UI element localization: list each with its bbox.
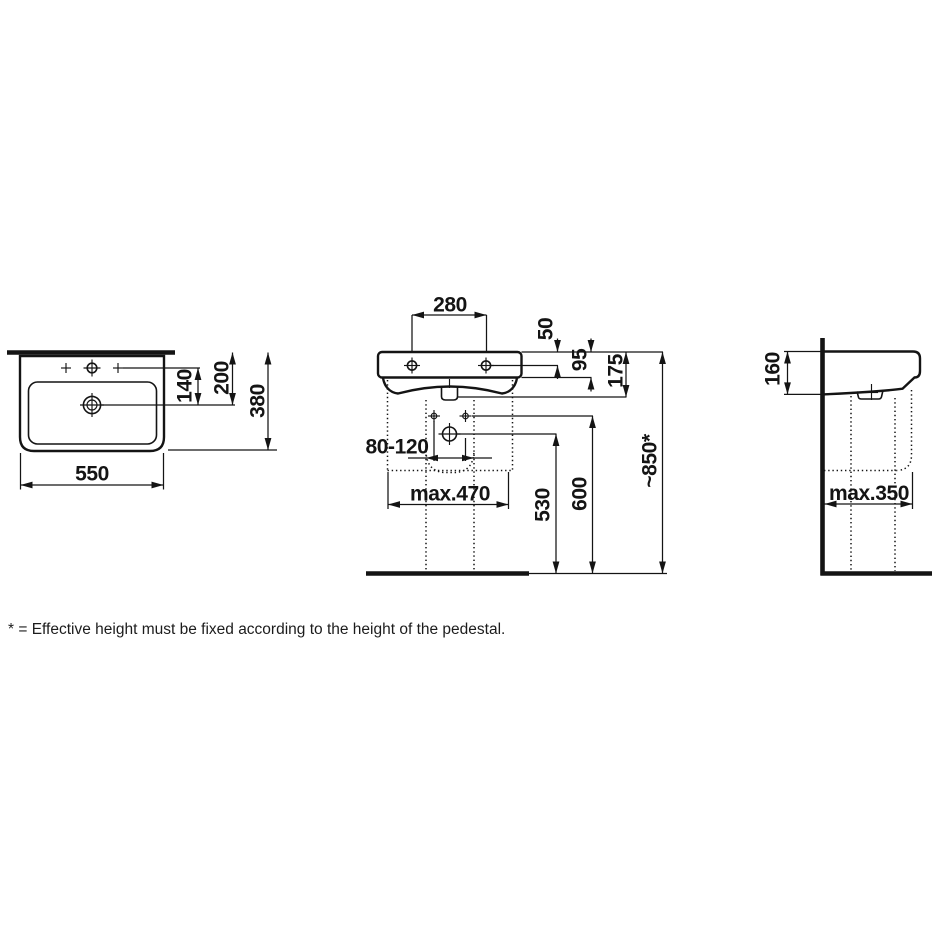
side-view bbox=[762, 338, 933, 576]
front-view-dimension-lines bbox=[388, 315, 663, 574]
dimension-label-200: 200 bbox=[210, 361, 234, 395]
dimension-label-max470: max.470 bbox=[409, 482, 491, 506]
drain-symbol bbox=[80, 393, 104, 417]
dimension-label-550: 550 bbox=[75, 462, 109, 486]
lower-fixing-point-left bbox=[428, 410, 440, 422]
top-view-dimension-lines bbox=[21, 353, 278, 490]
top-view bbox=[7, 353, 277, 490]
dimension-label-50: 50 bbox=[534, 317, 558, 341]
tap-hole-symbol bbox=[84, 360, 101, 377]
dimension-label-140: 140 bbox=[173, 369, 197, 403]
fixing-hole-symbol-left bbox=[404, 358, 420, 374]
dimension-label-95: 95 bbox=[568, 348, 592, 372]
dimension-label-600: 600 bbox=[568, 477, 592, 511]
dimension-label-80-120: 80-120 bbox=[365, 435, 429, 459]
dimension-label-380: 380 bbox=[246, 384, 270, 418]
lower-fixing-point-right bbox=[460, 410, 472, 422]
wall-and-floor bbox=[821, 338, 933, 576]
dimension-label-850: ~850* bbox=[638, 434, 662, 488]
dimension-label-160: 160 bbox=[761, 352, 785, 386]
drain-outlet bbox=[442, 379, 458, 400]
dimension-label-280: 280 bbox=[433, 293, 467, 317]
footnote: * = Effective height must be fixed according to the height of the pedestal. bbox=[8, 621, 506, 638]
side-hidden-outline bbox=[824, 390, 912, 571]
dimension-label-max350: max.350 bbox=[828, 482, 910, 505]
front-view bbox=[366, 294, 668, 574]
hidden-outline bbox=[388, 380, 513, 571]
dimension-label-175: 175 bbox=[604, 354, 628, 388]
dimension-label-530: 530 bbox=[531, 488, 555, 522]
